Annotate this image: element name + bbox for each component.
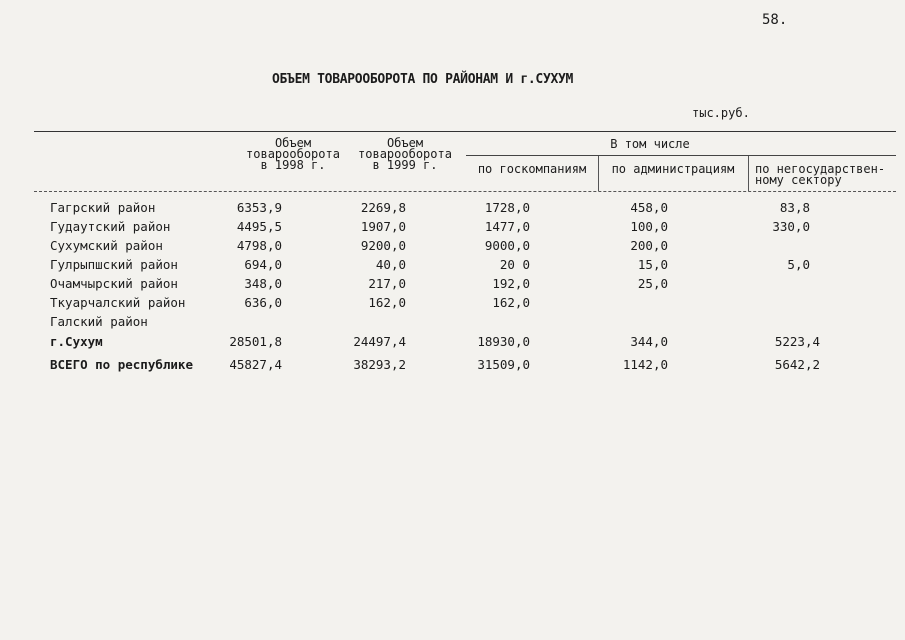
cell-state: 20 0 bbox=[499, 257, 530, 272]
cell-nonstate: 5,0 bbox=[787, 257, 810, 272]
row-name: Гагрский район bbox=[50, 200, 156, 215]
header-volume-1999 bbox=[350, 138, 460, 171]
cell-nonstate: 83,8 bbox=[779, 200, 810, 215]
cell-1999: 217,0 bbox=[368, 276, 406, 291]
header-bottom-rule bbox=[34, 191, 896, 192]
cell-1998: 694,0 bbox=[244, 257, 282, 272]
row-name: г.Сухум bbox=[50, 334, 103, 349]
header-line: по негосударствен- bbox=[755, 162, 886, 176]
cell-nonstate: 330,0 bbox=[772, 219, 810, 234]
row-name: Сухумский район bbox=[50, 238, 163, 253]
cell-admin: 458,0 bbox=[630, 200, 668, 215]
row-name: ВСЕГО по республике bbox=[50, 357, 193, 372]
cell-admin: 1142,0 bbox=[622, 357, 668, 372]
row-name: Галский район bbox=[50, 314, 148, 329]
cell-1999: 162,0 bbox=[368, 295, 406, 310]
cell-1998: 45827,4 bbox=[229, 357, 282, 372]
cell-state: 1477,0 bbox=[484, 219, 530, 234]
header-line: в 1999 г. bbox=[372, 158, 438, 172]
group-header-rule bbox=[466, 155, 896, 156]
header-line: товарооборота bbox=[246, 147, 340, 161]
cell-1998: 4495,5 bbox=[236, 219, 282, 234]
row-name: Гудаутский район bbox=[50, 219, 171, 234]
cell-state: 192,0 bbox=[492, 276, 530, 291]
page-number: 58. bbox=[762, 12, 788, 28]
cell-1998: 28501,8 bbox=[229, 334, 282, 349]
cell-1998: 6353,9 bbox=[236, 200, 282, 215]
row-name: Ткуарчалский район bbox=[50, 295, 186, 310]
header-non-state-sector bbox=[755, 164, 895, 186]
cell-state: 1728,0 bbox=[484, 200, 530, 215]
cell-state: 31509,0 bbox=[477, 357, 530, 372]
header-including: В том числе bbox=[610, 137, 690, 151]
cell-state: 18930,0 bbox=[477, 334, 530, 349]
cell-admin: 100,0 bbox=[630, 219, 668, 234]
sub-col-divider-1 bbox=[598, 156, 599, 191]
cell-1998: 348,0 bbox=[244, 276, 282, 291]
header-state-companies: по госкомпаниям bbox=[477, 162, 587, 176]
cell-admin: 15,0 bbox=[637, 257, 668, 272]
cell-1998: 636,0 bbox=[244, 295, 282, 310]
header-line: Объем bbox=[274, 136, 312, 150]
cell-1999: 24497,4 bbox=[353, 334, 406, 349]
cell-nonstate: 5642,2 bbox=[774, 357, 820, 372]
cell-1999: 1907,0 bbox=[360, 219, 406, 234]
header-line: Объем bbox=[386, 136, 424, 150]
cell-state: 162,0 bbox=[492, 295, 530, 310]
cell-1999: 9200,0 bbox=[360, 238, 406, 253]
cell-1999: 2269,8 bbox=[360, 200, 406, 215]
header-line: в 1998 г. bbox=[260, 158, 326, 172]
row-name: Очамчырский район bbox=[50, 276, 178, 291]
sub-col-divider-2 bbox=[748, 156, 749, 191]
cell-state: 9000,0 bbox=[484, 238, 530, 253]
header-administrations: по администрациям bbox=[611, 162, 735, 176]
header-line: товарооборота bbox=[358, 147, 452, 161]
row-name: Гулрыпшский район bbox=[50, 257, 178, 272]
cell-admin: 200,0 bbox=[630, 238, 668, 253]
header-line: ному сектору bbox=[755, 173, 842, 187]
table-top-rule bbox=[34, 131, 896, 132]
cell-1998: 4798,0 bbox=[236, 238, 282, 253]
header-volume-1998 bbox=[238, 138, 348, 171]
units-label: тыс.руб. bbox=[692, 106, 750, 120]
cell-admin: 25,0 bbox=[637, 276, 668, 291]
cell-1999: 38293,2 bbox=[353, 357, 406, 372]
cell-admin: 344,0 bbox=[630, 334, 668, 349]
cell-nonstate: 5223,4 bbox=[774, 334, 820, 349]
page-title: ОБЪЕМ ТОВАРООБОРОТА ПО РАЙОНАМ И г.СУХУМ bbox=[272, 72, 574, 87]
cell-1999: 40,0 bbox=[375, 257, 406, 272]
